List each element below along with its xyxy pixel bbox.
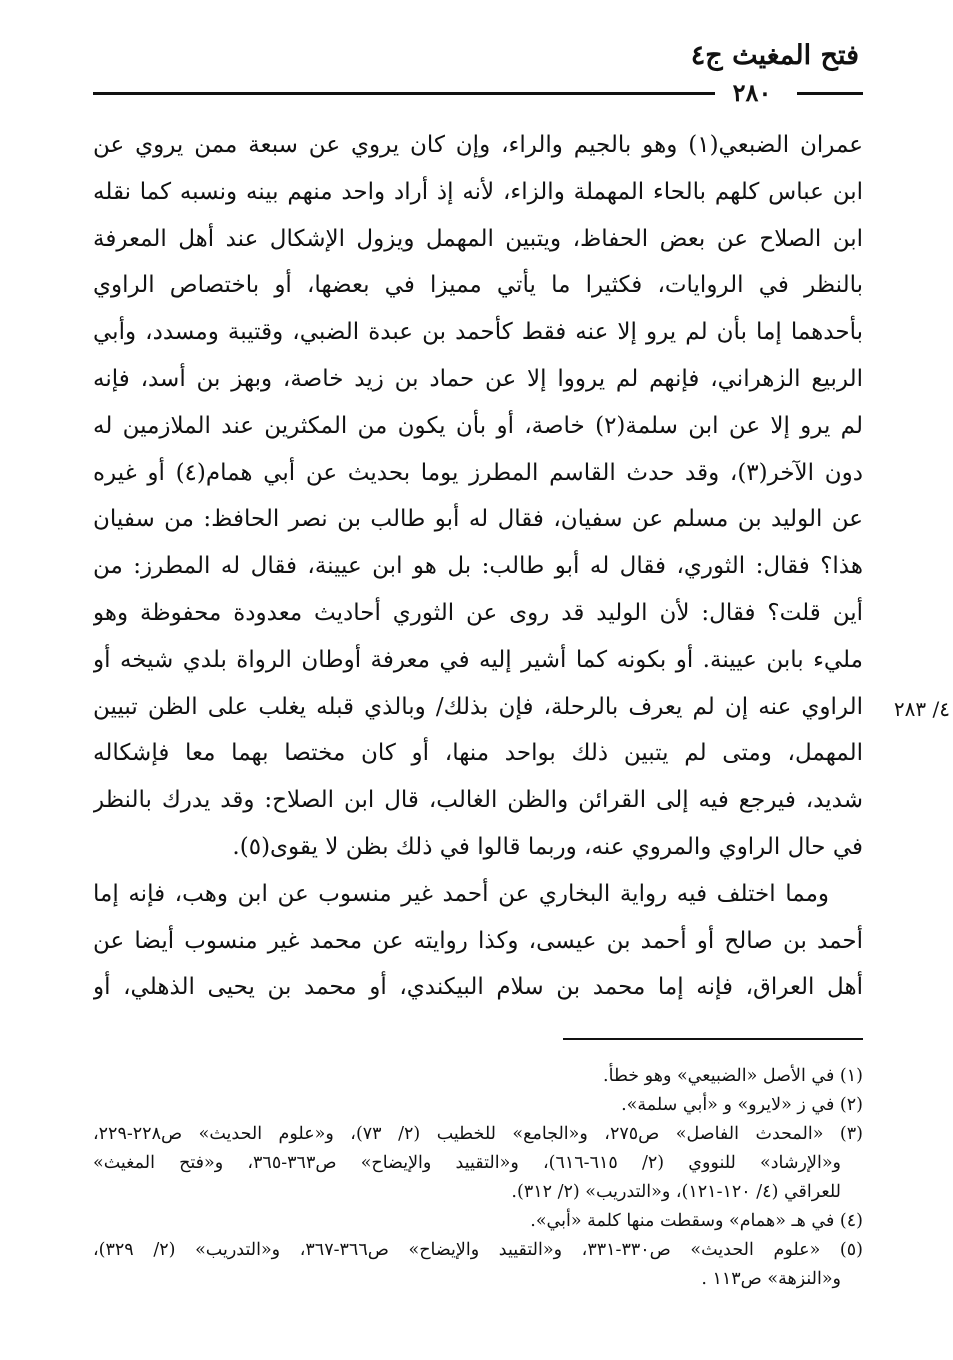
margin-page-reference: ٤/ ٢٨٣ <box>893 697 950 721</box>
page-number: ٢٨٠ <box>732 78 772 107</box>
text-line: أهل العراق، فإنه إما محمد بن سلام البيكندي، أو محمد بن يحيى الذهلي، أو <box>93 974 863 1001</box>
header-rule-right <box>797 92 863 95</box>
text-line: أين قلت؟ فقال: لأن الوليد قد روى عن الثوري أحاديث معدودة محفوظة وهو <box>93 599 863 626</box>
text-line: ابن عباس كلهم بالحاء المهملة والزاء، لأنه إذ أراد واحد منهم بينه ونسبه كما نقله <box>93 178 863 205</box>
footnote-line: (٥) «علوم الحديث» ص٣٣٠-٣٣١، و«التقييد والإيضاح» ص٣٦٦-٣٦٧، و«التدريب» (٢/ ٣٢٩)، <box>93 1240 863 1260</box>
running-header-title: فتح المغيث ج٤ <box>690 40 859 71</box>
text-line: ومما اختلف فيه رواية البخاري عن أحمد غير منسوب عن ابن وهب، فإنه إما <box>93 880 829 907</box>
footnote-line: و«الإرشاد» للنووي (٢/ ٦١٥-٦١٦)، و«التقييد والإيضاح» ص٣٦٣-٣٦٥، و«فتح المغيث» <box>93 1153 841 1173</box>
text-line: ابن الصلاح عن بعض الحفاظ، ويتبين المهمل ويزول الإشكال عند أهل المعرفة <box>93 225 863 252</box>
text-line: لم يرو إلا عن ابن سلمة(٢) خاصة، أو بأن يكون من المكثرين عند الملازمين له <box>93 412 863 439</box>
text-line: مليء بابن عيينة. أو بكونه كما أشير إليه في معرفة أوطان الرواة بلدي شيخه أو <box>93 646 863 673</box>
text-line: دون الآخر(٣)، وقد حدث القاسم المطرز يوما بحديث عن أبي همام(٤) أو غيره <box>93 459 863 486</box>
footnote-line: (٣) «المحدث الفاصل» ص٢٧٥، و«الجامع» للخطيب (٢/ ٧٣)، و«علوم الحديث» ص٢٢٨-٢٢٩، <box>93 1124 863 1144</box>
text-line: المهمل، ومتى لم يتبين ذلك بواحد منها، أو كان مختصا بهما معا فإشكاله <box>93 740 863 767</box>
text-line: بالنظر في الروايات، فكثيرا ما يأتي مميزا في بعضها، أو باختصاص الراوي <box>93 272 863 299</box>
footnote-line: (٢) في ز «لايرو» و «أبي سلمة». <box>621 1095 863 1115</box>
footnote-line: للعراقي (٤/ ١٢٠-١٢١)، و«التدريب» (٢/ ٣١٢). <box>511 1182 841 1202</box>
text-line: شديد، فيرجع فيه إلى القرائن والظن الغالب، قال ابن الصلاح: وقد يدرك بالنظر <box>93 787 863 814</box>
footnotes <box>93 1062 863 1294</box>
footnote-separator <box>563 1038 863 1040</box>
text-line: هذا؟ فقال: الثوري، فقال له أبو طالب: بل هو ابن عيينة، فقال له المطرز: من <box>93 553 863 580</box>
text-line: في حال الراوي والمروي عنه، وربما قالوا في ذلك بظن لا يقوى(٥). <box>232 833 863 860</box>
text-line: عن الوليد بن مسلم عن سفيان، فقال له أبو طالب بن نصر الحافظ: من سفيان <box>93 506 863 533</box>
footnote-line: (٤) في هـ «همام» وسقطت منها كلمة «أبي». <box>530 1211 863 1231</box>
footnote-line: و«النزهة» ص١١٣ . <box>701 1269 841 1289</box>
text-line: عمران الضبعي(١) وهو بالجيم والراء، وإن كان يروي عن سبعة ممن يروي عن <box>93 132 863 158</box>
footnote-line: (١) في الأصل «الضبيعي» وهو خطأ. <box>603 1066 863 1086</box>
text-line: أحمد بن صالح أو أحمد بن عيسى، وكذا روايته عن محمد غير منسوب أيضا عن <box>93 927 863 954</box>
main-text <box>93 122 863 1011</box>
text-line: الربيع الزهراني، فإنهم لم يرووا إلا عن حماد بن زيد خاصة، وبهز بن أسد، فإنه <box>93 365 863 392</box>
text-line: بأحدهما إما بأن لم يرو إلا عنه فقط كأحمد بن عبدة الضبي، وقتيبة ومسدد، وأبي <box>93 319 863 346</box>
text-line: الراوي عنه إن لم يعرف بالرحلة، فإن بذلك/ وبالذي قبله يغلب على الظن تبيين <box>93 693 863 720</box>
header-rule <box>93 92 715 95</box>
